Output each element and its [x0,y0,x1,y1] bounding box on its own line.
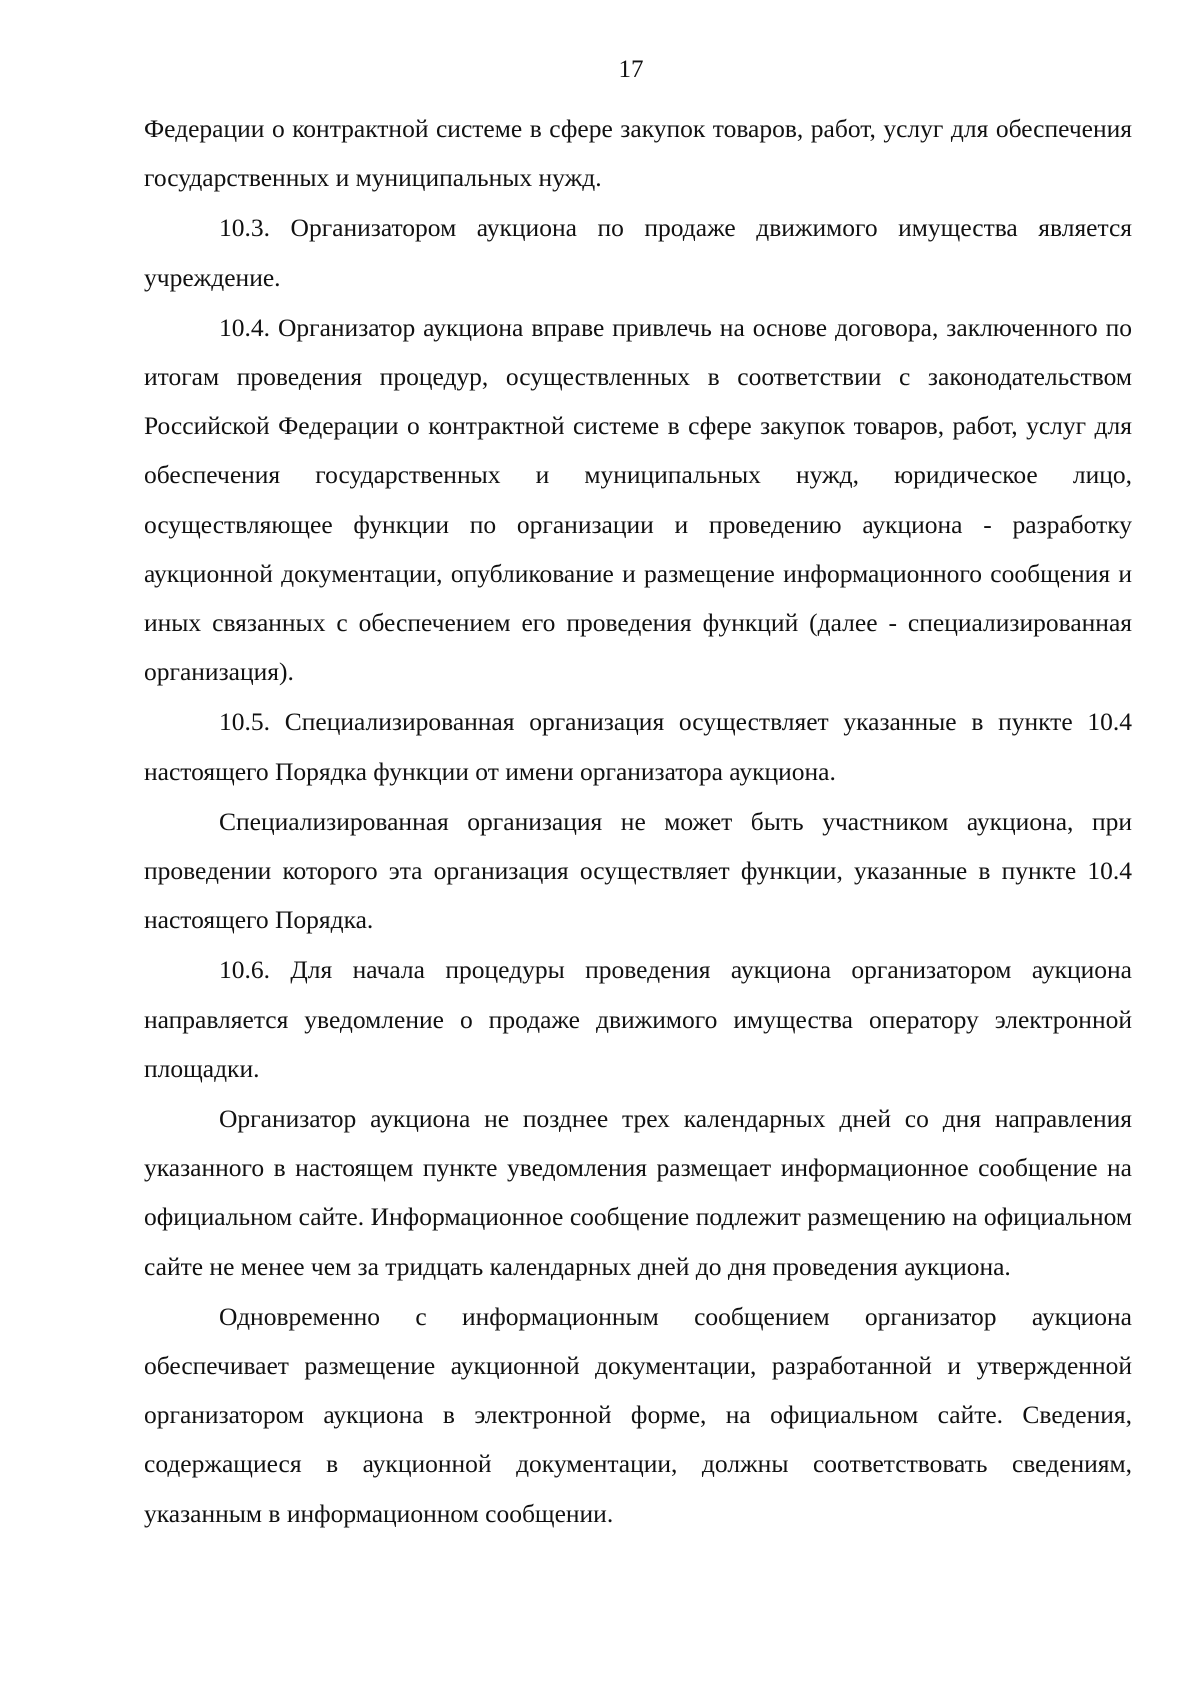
paragraph-10-5-note: Специализированная организация не может быть участником аукциона, при проведении которого эта организация осуществляет функции, указанные в пункте 10.4 настоящего Порядка. [144,806,1132,935]
paragraph-10-6-deadline: Организатор аукциона не позднее трех календарных дней со дня направления указанного в настоящем пункте уведомления размещает информационное сообщение на официальном сайте. Информационное сообщение подлежит размещению на официальном сайте не менее чем за тридцать календарных дней до дня проведения аукциона. [144,1104,1132,1281]
paragraph-10-4: 10.4. Организатор аукциона вправе привлечь на основе договора, заключенного по итогам проведения процедур, осуществленных в соответствии с законодательством Российской Федерации о контрактной системе в сфере закупок товаров, работ, услуг для обеспечения государственных и муниципальных нужд, юридическое лицо, осуществляющее функции по организации и проведению аукциона - разработку аукционной документации, опубликование и размещение информационного сообщения и иных связанных с обеспечением его проведения функций (далее - специализированная организация). [144,312,1132,687]
paragraph-10-5: 10.5. Специализированная организация осуществляет указанные в пункте 10.4 настоящего Порядка функции от имени организатора аукциона. [144,707,1132,786]
paragraph-10-6-documentation: Одновременно с информационным сообщением организатор аукциона обеспечивает размещение аукционной документации, разработанной и утвержденной организатором аукциона в электронной форме, на официальном сайте. Сведения, содержащиеся в аукционной документации, должны соответствовать сведениям, указанным в информационном сообщении. [144,1301,1132,1528]
paragraph-10-6: 10.6. Для начала процедуры проведения аукциона организатором аукциона направляется уведомление о продаже движимого имущества оператору электронной площадки. [144,955,1132,1083]
paragraph-10-3: 10.3. Организатором аукциона по продаже движимого имущества является учреждение. [144,213,1132,292]
paragraph-continuation: Федерации о контрактной системе в сфере закупок товаров, работ, услуг для обеспечения государственных и муниципальных нужд. [144,114,1132,193]
document-body [144,104,1132,1539]
page-number: 17 [618,56,644,83]
